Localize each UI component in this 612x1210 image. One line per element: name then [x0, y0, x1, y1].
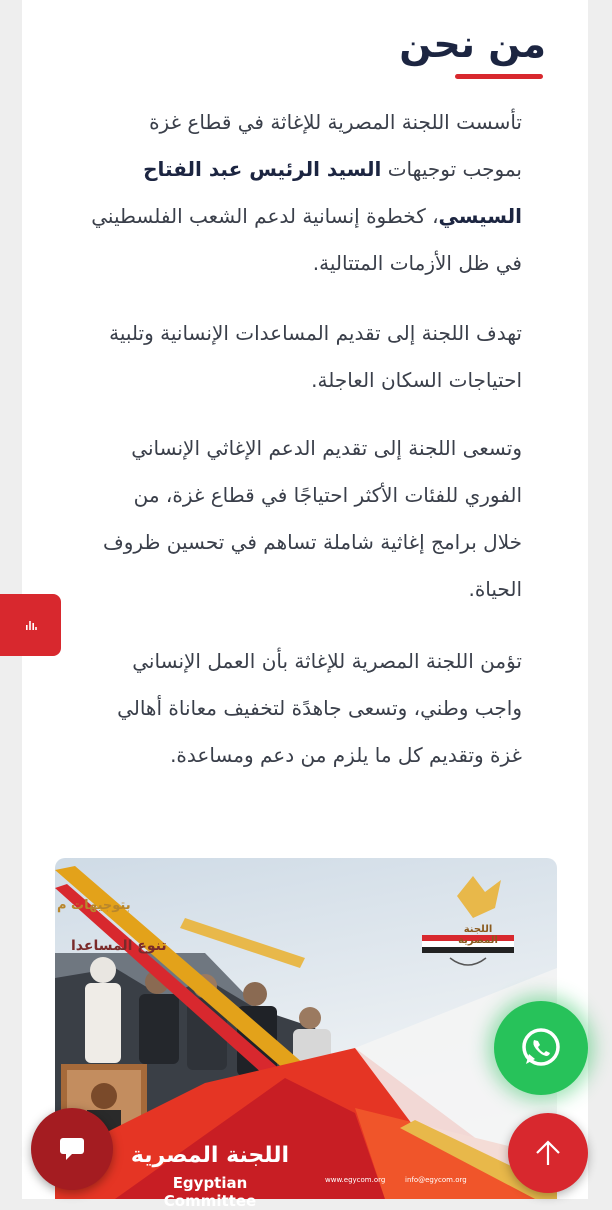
logo-label: اللجنة المصرية [458, 924, 498, 946]
section-title: من نحن [399, 22, 546, 66]
side-tab-button[interactable] [0, 594, 61, 656]
logo-emblem [422, 876, 514, 965]
bar-chart-icon [24, 618, 38, 632]
banner-website: www.egycom.org [325, 1176, 386, 1184]
about-paragraph-1-part1: تأسست اللجنة المصرية للإغاثة في قطاع غزة بموجب توجيهات [149, 110, 522, 181]
about-paragraph-1 [90, 99, 522, 287]
about-paragraph-2: تهدف اللجنة إلى تقديم المساعدات الإنسانية وتلبية احتياجات السكان العاجلة. [109, 321, 522, 392]
about-paragraph-1-part2: ، كخطوة إنسانية لدعم الشعب الفلسطيني في ظل الأزمات المتتالية. [91, 204, 522, 275]
about-paragraph-3: وتسعى اللجنة إلى تقديم الدعم الإغاثي الإنساني الفوري للفئات الأكثر احتياجًا في قطاع غزة، من خلال برامج إغاثية شاملة تساهم في تحسين ظروف الحياة. [103, 436, 522, 601]
chat-bubble-icon [58, 1136, 86, 1162]
title-underline [455, 74, 543, 79]
banner-sign-text: بتوجيهات م [57, 898, 131, 913]
banner-title-english: Egyptian Committee [163, 1174, 257, 1210]
banner-title-arabic: اللجنة المصرية [130, 1143, 290, 1168]
banner-email: info@egycom.org [405, 1176, 467, 1184]
about-paragraph-4: تؤمن اللجنة المصرية للإغاثة بأن العمل الإنساني واجب وطني، وتسعى جاهدًة لتخفيف معاناة أهالي غزة وتقديم كل ما يلزم من دعم ومساعدة. [117, 649, 522, 767]
about-banner-image [55, 858, 557, 1210]
whatsapp-button[interactable] [494, 1001, 588, 1095]
arrow-up-icon [533, 1138, 563, 1168]
whatsapp-icon [517, 1024, 565, 1072]
scroll-to-top-button[interactable] [508, 1113, 588, 1193]
banner-sign-text-2: تنوع المساعدا [71, 938, 167, 954]
about-paragraph-1-bold: السيد الرئيس عبد الفتاح السيسي [143, 157, 522, 228]
chat-button[interactable] [31, 1108, 113, 1190]
